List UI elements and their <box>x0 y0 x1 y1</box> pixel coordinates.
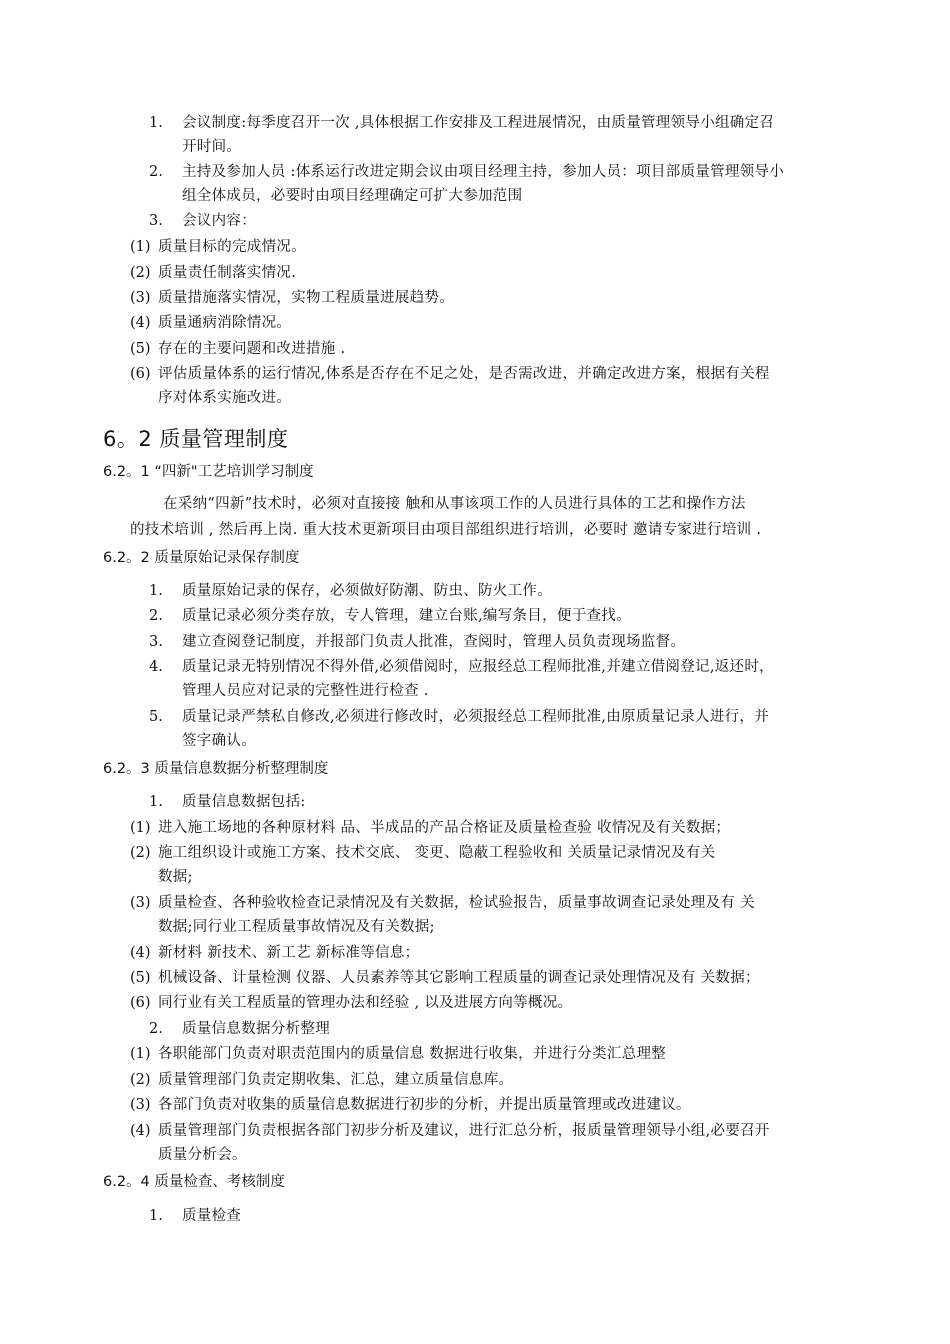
list-item-text: 进入施工场地的各种原材料 品、半成品的产品合格证及质量检查验 收情况及有关数据； <box>158 820 731 836</box>
list-number: (3) <box>130 290 151 306</box>
section-heading: 6。2 质量管理制度 <box>103 427 289 451</box>
list-item-text: 质量通病消除情况。 <box>158 315 292 331</box>
list-item-text: 质量目标的完成情况。 <box>158 239 306 255</box>
list-number: 1. <box>149 115 163 131</box>
list-item-text: 施工组织设计或施工方案、技术交底、 变更、隐蔽工程验收和 关质量记录情况及有关 <box>158 845 716 861</box>
list-item-text: 质量信息数据分析整理 <box>182 1021 330 1037</box>
list-number: (6) <box>130 995 151 1011</box>
list-number: (5) <box>130 970 151 986</box>
list-number: (1) <box>130 239 151 255</box>
list-number: 2. <box>149 1021 163 1037</box>
list-number: 1. <box>149 794 163 810</box>
list-item-text: 机械设备、计量检测 仪器、人员素养等其它影响工程质量的调查记录处理情况及有 关数据； <box>158 970 760 986</box>
paragraph-text: 的技术培训 , 然后再上岗. 重大技术更新项目由项目部组织进行培训，必要时 邀请专家进行培训 . <box>130 522 762 538</box>
list-number: (2) <box>130 845 151 861</box>
list-number: 3. <box>149 634 163 650</box>
list-number: (1) <box>130 820 151 836</box>
subsection-heading: 6.2。3 质量信息数据分析整理制度 <box>103 761 329 777</box>
list-item-text: 数据; <box>158 869 193 885</box>
paragraph-text: 在采纳“四新”技术时，必须对直接接 触和从事该项工作的人员进行具体的工艺和操作方法 <box>163 496 746 512</box>
list-item-text: 数据;同行业工程质量事故情况及有关数据; <box>158 919 435 935</box>
list-number: 1. <box>149 1208 163 1224</box>
list-item-text: 质量检查 <box>182 1208 242 1224</box>
list-item-text: 组全体成员，必要时由项目经理确定可扩大参加范围 <box>182 188 523 204</box>
list-item-text: 同行业有关工程质量的管理办法和经验 , 以及进展方向等概况。 <box>158 995 573 1011</box>
list-item-text: 评估质量体系的运行情况,体系是否存在不足之处，是否需改进，并确定改进方案，根据有关程 <box>158 366 770 382</box>
list-item-text: 签字确认。 <box>182 733 256 749</box>
list-item-text: 各职能部门负责对职责范围内的质量信息 数据进行收集，并进行分类汇总理整 <box>158 1046 667 1062</box>
list-item-text: 质量记录必须分类存放，专人管理，建立台账,编写条目，便于查找。 <box>182 608 631 624</box>
subsection-heading: 6.2。1 “四新"工艺培训学习制度 <box>103 464 314 480</box>
list-number: 2. <box>149 164 163 180</box>
list-item-text: 管理人员应对记录的完整性进行检查 . <box>182 683 429 699</box>
list-item-text: 质量检查、各种验收检查记录情况及有关数据，检试验报告，质量事故调查记录处理及有 关 <box>158 895 755 911</box>
list-number: (2) <box>130 265 151 281</box>
list-number: (6) <box>130 366 151 382</box>
list-item-text: 质量管理部门负责定期收集、汇总，建立质量信息库。 <box>158 1072 514 1088</box>
list-item-text: 会议内容： <box>182 213 256 229</box>
list-item-text: 质量措施落实情况，实物工程质量进展趋势。 <box>158 290 454 306</box>
list-number: 2. <box>149 608 163 624</box>
list-item-text: 序对体系实施改进。 <box>158 390 292 406</box>
list-number: (2) <box>130 1072 151 1088</box>
list-item-text: 会议制度:每季度召开一次 ,具体根据工作安排及工程进展情况，由质量管理领导小组确定召 <box>182 115 775 131</box>
subsection-heading: 6.2。2 质量原始记录保存制度 <box>103 550 300 566</box>
list-item-text: 质量记录无特别情况不得外借,必须借阅时，应报经总工程师批准,并建立借阅登记,返还时， <box>182 659 774 675</box>
list-item-text: 质量原始记录的保存，必须做好防潮、防虫、防火工作。 <box>182 583 552 599</box>
list-item-text: 存在的主要问题和改进措施 . <box>158 341 346 357</box>
list-number: 1. <box>149 583 163 599</box>
subsection-heading: 6.2。4 质量检查、考核制度 <box>103 1174 285 1190</box>
list-item-text: 新材料 新技术、新工艺 新标准等信息； <box>158 945 420 961</box>
list-number: (4) <box>130 315 151 331</box>
list-number: 3. <box>149 213 163 229</box>
list-number: (4) <box>130 1123 151 1139</box>
list-number: (4) <box>130 945 151 961</box>
list-item-text: 开时间。 <box>182 139 242 155</box>
list-item-text: 各部门负责对收集的质量信息数据进行初步的分析，并提出质量管理或改进建议。 <box>158 1097 691 1113</box>
list-item-text: 质量记录严禁私自修改,必须进行修改时，必须报经总工程师批准,由原质量记录人进行，并 <box>182 709 770 725</box>
list-item-text: 质量分析会。 <box>158 1147 247 1163</box>
list-number: (5) <box>130 341 151 357</box>
list-item-text: 质量责任制落实情况. <box>158 265 297 281</box>
list-number: (1) <box>130 1046 151 1062</box>
list-item-text: 质量管理部门负责根据各部门初步分析及建议，进行汇总分析，报质量管理领导小组,必要召开 <box>158 1123 770 1139</box>
list-number: 4. <box>149 659 163 675</box>
list-item-text: 建立查阅登记制度，并报部门负责人批准，查阅时，管理人员负责现场监督。 <box>182 634 686 650</box>
list-number: 5. <box>149 709 163 725</box>
list-item-text: 质量信息数据包括: <box>182 794 306 810</box>
list-item-text: 主持及参加人员 :体系运行改进定期会议由项目经理主持，参加人员：项目部质量管理领导小 <box>182 164 785 180</box>
list-number: (3) <box>130 895 151 911</box>
list-number: (3) <box>130 1097 151 1113</box>
